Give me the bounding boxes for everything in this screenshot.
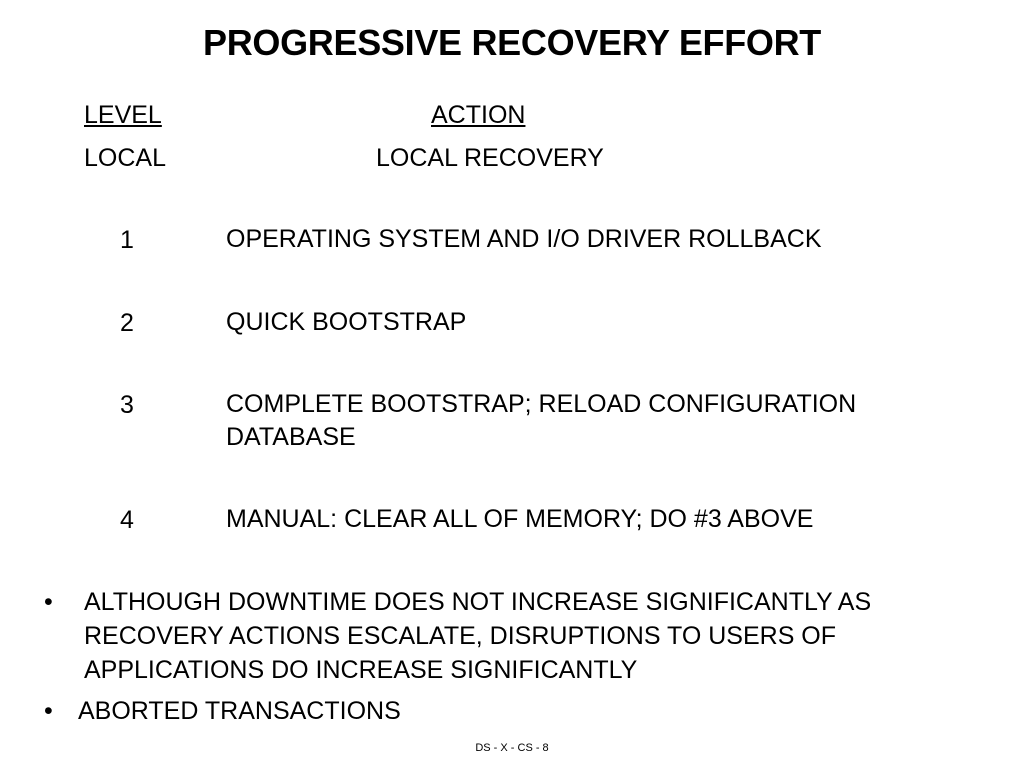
step-action: OPERATING SYSTEM AND I/O DRIVER ROLLBACK <box>226 225 822 253</box>
bullet-text: ABORTED TRANSACTIONS <box>78 697 401 725</box>
action-header: ACTION <box>431 101 526 129</box>
step-action: MANUAL: CLEAR ALL OF MEMORY; DO #3 ABOVE <box>226 505 814 533</box>
step-action: QUICK BOOTSTRAP <box>226 308 467 336</box>
step-action: COMPLETE BOOTSTRAP; RELOAD CONFIGURATION DATABASE <box>226 390 857 451</box>
bullet-text: ALTHOUGH DOWNTIME DOES NOT INCREASE SIGNIFICANTLY AS RECOVERY ACTIONS ESCALATE, DISRUPTIONS TO USERS OF APPLICATIONS DO INCREASE SIGNIFICANTLY <box>84 588 872 684</box>
step-number: 4 <box>120 506 134 534</box>
bullet-icon: • <box>44 588 53 616</box>
level-header: LEVEL <box>84 101 162 129</box>
step-number: 1 <box>120 226 134 254</box>
bullet-icon: • <box>44 697 53 725</box>
step-number: 3 <box>120 391 134 419</box>
slide-title: PROGRESSIVE RECOVERY EFFORT <box>202 22 821 63</box>
slide-footer: DS - X - CS - 8 <box>475 742 549 754</box>
local-level: LOCAL <box>84 144 166 172</box>
step-number: 2 <box>120 309 134 337</box>
local-action: LOCAL RECOVERY <box>376 144 604 172</box>
